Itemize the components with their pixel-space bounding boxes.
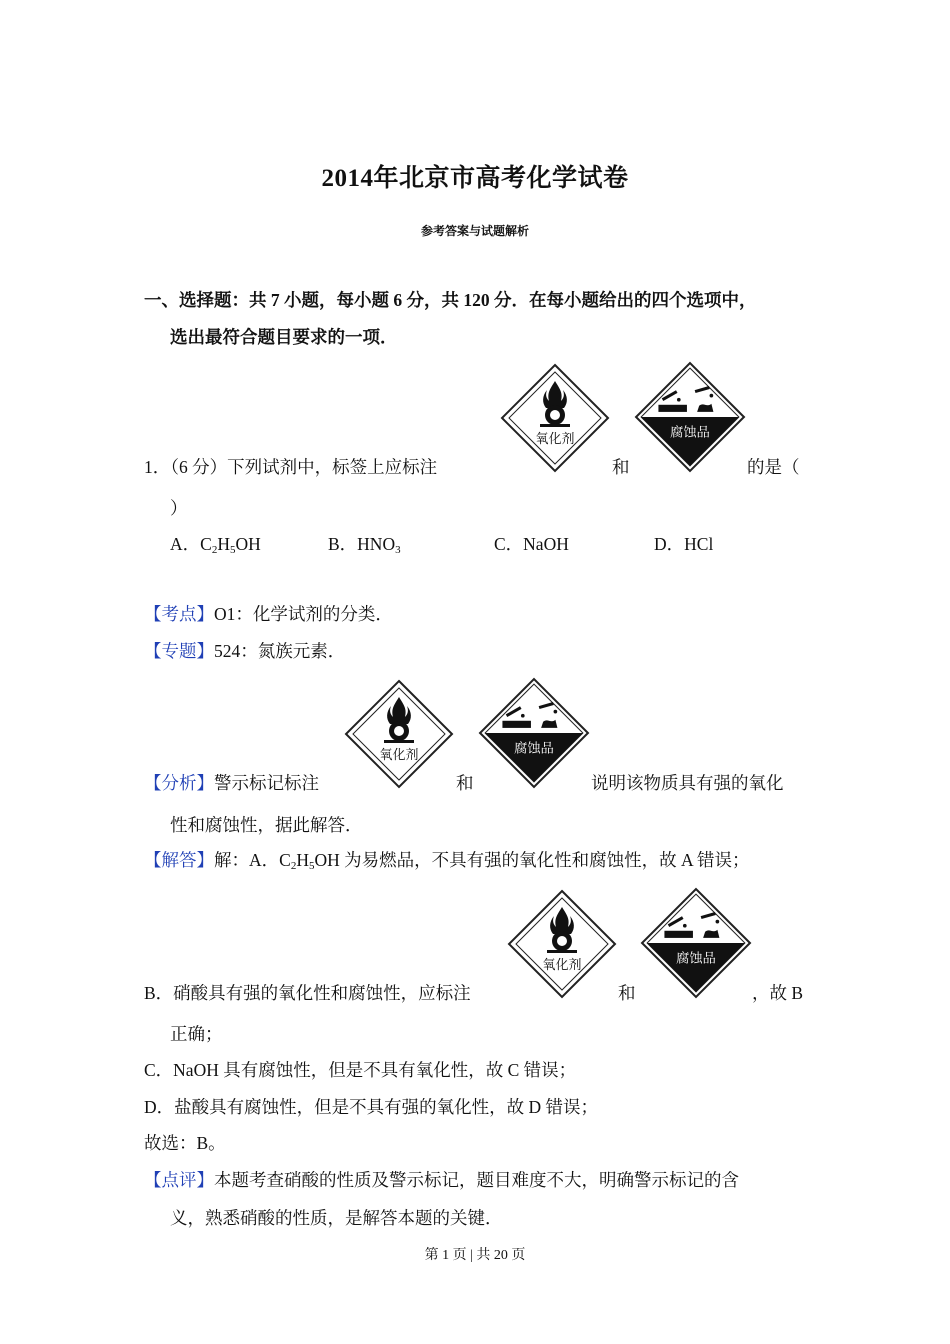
oxidizer-label-icon-3 <box>507 889 617 999</box>
svg-text:腐蚀品: 腐蚀品 <box>514 741 554 757</box>
svg-text:腐蚀品: 腐蚀品 <box>676 951 716 967</box>
section-heading-line2: 选出最符合题目要求的一项． <box>170 327 398 347</box>
corrosive-label-icon-3 <box>640 887 752 999</box>
corrosive-label-icon <box>634 361 746 473</box>
fenxi-tag: 【分析】 <box>144 773 214 793</box>
jieda-c-line: C．NaOH 具有腐蚀性，但是不具有氧化性，故 C 错误； <box>144 1060 577 1080</box>
question-stem-prefix: 1．（6 分）下列试剂中，标签上应标注 <box>144 457 438 477</box>
dianping-tag: 【点评】 <box>144 1170 214 1190</box>
fenxi-row: 【分析】警示标记标注 <box>144 773 319 793</box>
jieda-row: 【解答】解：A．$C_2H_5OH$ 为易燃品，不具有强的氧化性和腐蚀性，故 A 错误； <box>144 850 750 872</box>
page-subtitle: 参考答案与试题解析 <box>420 224 529 238</box>
fenxi-suffix: 说明该物质具有强的氧化 <box>591 773 784 793</box>
question-stem-and: 和 <box>612 457 630 477</box>
jieda-b-line2: 正确； <box>170 1024 223 1044</box>
oxidizer-label-icon <box>500 363 610 473</box>
dianping-row: 【点评】本题考查硝酸的性质及警示标记，题目难度不大，明确警示标记的含 <box>144 1170 739 1190</box>
zhuanti-row: 【专题】524：氮族元素． <box>144 641 346 661</box>
kaodian-row: 【考点】O1：化学试剂的分类． <box>144 604 393 624</box>
fenxi-and: 和 <box>456 773 474 793</box>
option-d: D．HCl <box>654 534 714 554</box>
answer-line: 故选：B。 <box>144 1133 226 1153</box>
jieda-b-prefix: B．硝酸具有强的氧化性和腐蚀性，应标注 <box>144 983 471 1003</box>
kaodian-tag: 【考点】 <box>144 604 214 624</box>
option-b: B．$HNO_3$ <box>328 534 401 556</box>
jieda-b-suffix: ，故 B <box>752 983 804 1003</box>
zhuanti-tag: 【专题】 <box>144 641 214 661</box>
oxidizer-label-icon-2 <box>344 679 454 789</box>
corrosive-label-text: 腐蚀品 <box>670 425 710 441</box>
page-footer: 第 1 页 | 共 20 页 <box>424 1248 526 1263</box>
fenxi-line2: 性和腐蚀性，据此解答． <box>170 815 363 835</box>
svg-text:氧化剂: 氧化剂 <box>379 748 419 763</box>
question-close-paren: ） <box>170 498 188 518</box>
option-a: A．$C_2H_5OH$ <box>170 534 261 556</box>
question-stem-suffix: 的是（ <box>747 457 800 477</box>
page-title: 2014年北京市高考化学试卷 <box>321 165 629 192</box>
svg-text:氧化剂: 氧化剂 <box>542 958 582 973</box>
jieda-d-line: D．盐酸具有腐蚀性，但是不具有强的氧化性，故 D 错误； <box>144 1097 599 1117</box>
jieda-b-and: 和 <box>618 983 636 1003</box>
oxidizer-label-text: 氧化剂 <box>535 432 575 447</box>
dianping-line2: 义，熟悉硝酸的性质，是解答本题的关键． <box>170 1208 503 1228</box>
option-c: C．NaOH <box>494 534 569 554</box>
section-heading-line1: 一、选择题：共 7 小题，每小题 6 分，共 120 分．在每小题给出的四个选项中， <box>144 290 757 310</box>
jieda-tag: 【解答】 <box>144 850 214 870</box>
corrosive-label-icon-2 <box>478 677 590 789</box>
